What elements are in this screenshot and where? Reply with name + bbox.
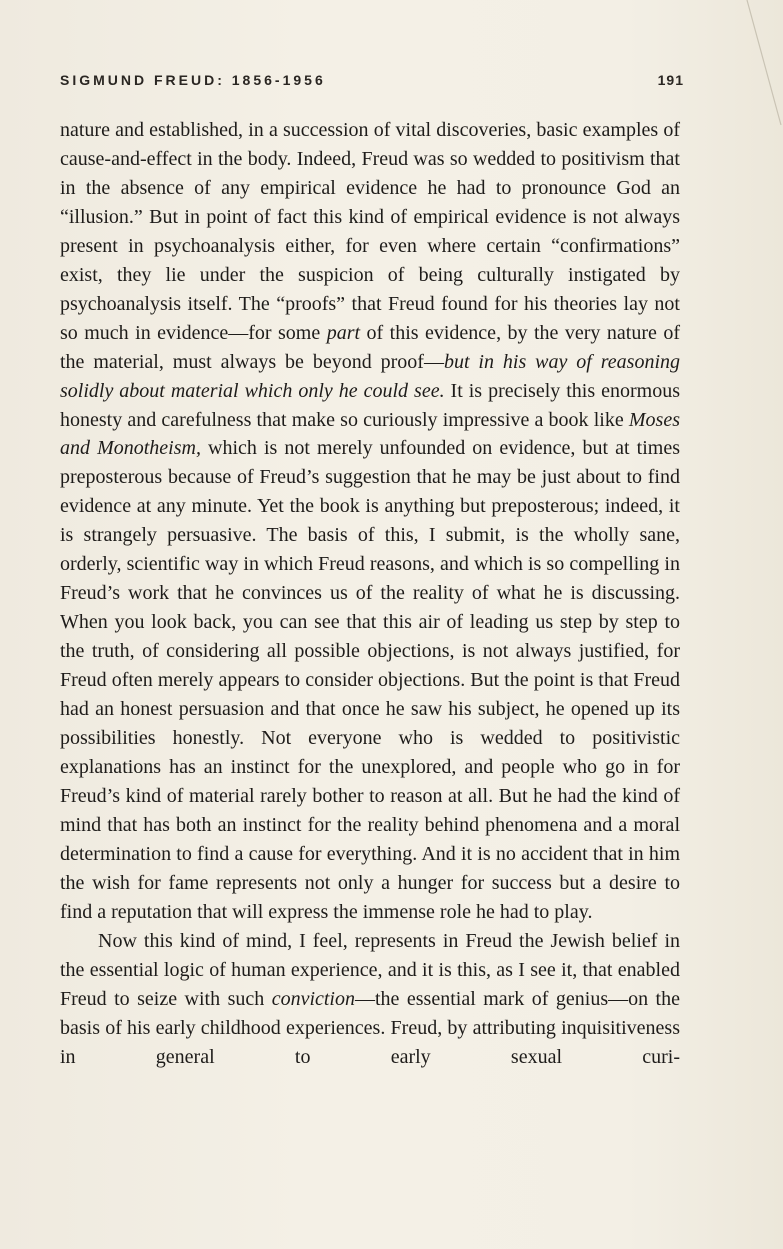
running-title: SIGMUND FREUD: 1856-1956 (60, 72, 326, 88)
paragraph-1-emphasis-reasoning: but in his way of reasoning solidly about material which only he could see. (60, 350, 681, 402)
page-number: 191 (657, 72, 684, 88)
paragraph-1 (60, 116, 680, 927)
paragraph-2-text-b: —the essential mark of genius—on the basis of his early childhood experiences. Freud, by attributing inquisitiveness in general to early sexual curi- (60, 987, 680, 1068)
paragraph-2-emphasis-conviction: conviction (271, 987, 355, 1010)
page-edge-shadow (743, 0, 783, 130)
paragraph-2-text-a: Now this kind of mind, I feel, represents in Freud the Jewish belief in the essential logic of human experience, and it is this, as I see it, that enabled Freud to seize with such (60, 929, 680, 1010)
paragraph-1-text-c: It is precisely this enormous honesty and carefulness that make so curiously impressive a book like (60, 379, 680, 431)
body-text (60, 116, 680, 1071)
paragraph-1-text-b: of this evidence, by the very nature of the material, must always be beyond proof— (60, 321, 680, 373)
paragraph-1-emphasis-part: part (326, 321, 361, 344)
paragraph-2 (60, 927, 680, 1072)
running-header (60, 72, 684, 96)
book-title-moses-and-monotheism: Moses and Monotheism, (60, 408, 680, 460)
paragraph-1-text-a: nature and established, in a succession of vital discoveries, basic examples of cause-and-effect in the body. Indeed, Freud was so wedded to positivism that in the absence of any empirical evidence he had to pronounce God an “illusion.” But in point of fact this kind of empirical evidence is not always present in psychoanalysis either, for even where certain “confirmations” exist, they lie under the suspicion of being culturally instigated by psychoanalysis itself. The “proofs” that Freud found for his theories lay not so much in evidence—for some (60, 119, 680, 344)
paragraph-1-text-d: which is not merely unfounded on evidence, but at times preposterous because of Freud’s suggestion that he may be just about to find evidence at any minute. Yet the book is anything but preposterous; indeed, it is strangely persuasive. The basis of this, I submit, is the wholly sane, orderly, scientific way in which Freud reasons, and which is so compelling in Freud’s work that he convinces us of the reality of what he is discussing. When you look back, you can see that this air of leading us step by step to the truth, of considering all possible objections, is not always justified, for Freud often merely appears to consider objections. But the point is that Freud had an honest persuasion and that once he saw his subject, he opened up its possibilities honestly. Not everyone who is wedded to positivistic explanations has an instinct for the unexplored, and people who go in for Freud’s kind of material rarely bother to reason at all. But he had the kind of mind that has both an instinct for the reality behind phenomena and a moral determination to find a cause for everything. And it is no accident that in him the wish for fame represents not only a hunger for success but a desire to find a reputation that will express the immense role he had to play. (60, 437, 680, 923)
